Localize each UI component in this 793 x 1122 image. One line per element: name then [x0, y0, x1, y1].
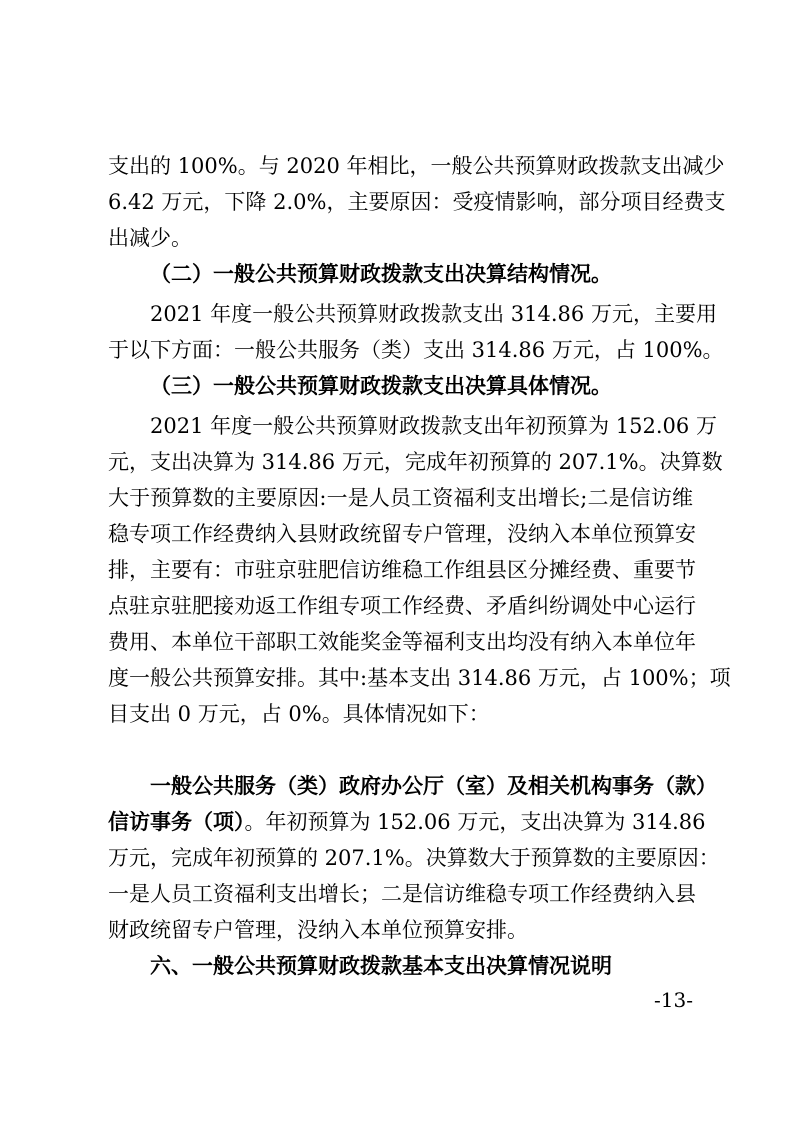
text-line: 于以下方面：一般公共服务（类）支出 314.86 万元，占 100%。	[108, 338, 724, 362]
paragraph-structure	[108, 296, 724, 368]
text-line: 元，支出决算为 314.86 万元，完成年初预算的 207.1%。决算数	[108, 450, 723, 474]
text-line: 支出的 100%。与 2020 年相比，一般公共预算财政拨款支出减少	[108, 154, 725, 178]
category-title: 一般公共服务（类）政府办公厅（室）及相关机构事务（款）	[150, 773, 717, 798]
item-title: 信访事务（项）	[108, 809, 245, 834]
text-line: 大于预算数的主要原因:一是人员工资福利支出增长;二是信访维	[108, 486, 693, 510]
text-line: 财政统留专户管理，没纳入本单位预算安排。	[108, 918, 528, 942]
chapter-heading: 六、一般公共预算财政拨款基本支出决算情况说明	[150, 953, 612, 978]
text-span: 。年初预算为 152.06 万元，支出决算为 314.86	[244, 810, 706, 834]
page-number: -13-	[654, 988, 693, 1012]
text-line: 6.42 万元，下降 2.0%，主要原因：受疫情影响，部分项目经费支	[108, 190, 726, 214]
paragraph-expenditure-change	[108, 148, 726, 256]
paragraph-details	[108, 408, 731, 732]
heading-basic-expenditure	[108, 948, 693, 984]
heading-structure	[108, 256, 693, 292]
section-heading: （三）一般公共预算财政拨款支出决算具体情况。	[150, 373, 612, 398]
text-line: 费用、本单位干部职工效能奖金等福利支出均没有纳入本单位年	[108, 630, 696, 654]
text-line: 2021 年度一般公共预算财政拨款支出 314.86 万元，主要用	[150, 302, 717, 326]
text-line: 稳专项工作经费纳入县财政统留专户管理，没纳入本单位预算安	[108, 522, 696, 546]
text-line: 一是人员工资福利支出增长；二是信访维稳专项工作经费纳入县	[108, 882, 696, 906]
text-line: 万元，完成年初预算的 207.1%。决算数大于预算数的主要原因：	[108, 846, 720, 870]
heading-details	[108, 368, 693, 404]
text-line: 目支出 0 万元，占 0%。具体情况如下：	[108, 702, 490, 726]
paragraph-petition-affairs	[108, 768, 720, 948]
text-line: 度一般公共预算安排。其中:基本支出 314.86 万元，占 100%；项	[108, 666, 731, 690]
text-line: 2021 年度一般公共预算财政拨款支出年初预算为 152.06 万	[150, 414, 717, 438]
text-line: 排，主要有：市驻京驻肥信访维稳工作组县区分摊经费、重要节	[108, 558, 696, 582]
text-line: 点驻京驻肥接劝返工作组专项工作经费、矛盾纠纷调处中心运行	[108, 594, 696, 618]
text-line: 出减少。	[108, 226, 192, 250]
section-heading: （二）一般公共预算财政拨款支出决算结构情况。	[150, 261, 612, 286]
text-line	[108, 804, 706, 840]
